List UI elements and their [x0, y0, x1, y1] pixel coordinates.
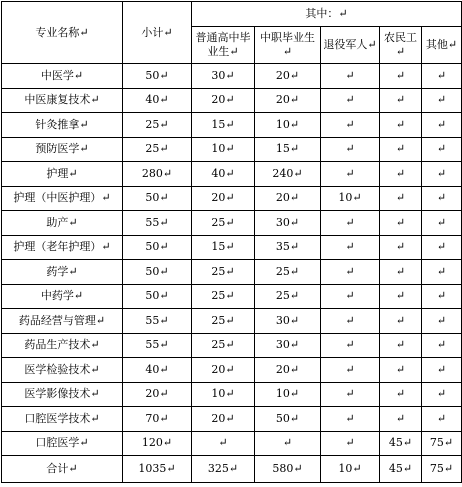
table-row [2, 137, 462, 162]
header-subtotal: 小计↵ [123, 2, 192, 64]
migrant-workers-cell: ↵ [380, 113, 422, 138]
high-school-cell: 20↵ [192, 358, 255, 383]
vocational-cell: 30↵ [255, 211, 321, 236]
vocational-cell: 20↵ [255, 88, 321, 113]
migrant-workers-cell: ↵ [380, 64, 422, 89]
vocational-cell: 20↵ [255, 358, 321, 383]
header-major-name: 专业名称↵ [2, 2, 123, 64]
migrant-workers-cell: ↵ [380, 162, 422, 187]
major-name-cell: 中医学↵ [2, 64, 123, 89]
migrant-workers-cell: ↵ [380, 358, 422, 383]
vocational-cell: 10↵ [255, 382, 321, 407]
enrollment-table [1, 1, 462, 483]
veterans-cell: ↵ [321, 260, 380, 285]
table-row [2, 186, 462, 211]
subtotal-cell: 280↵ [123, 162, 192, 187]
high-school-cell: 20↵ [192, 407, 255, 432]
table-row [2, 235, 462, 260]
total-migrant-workers: 45↵ [380, 456, 422, 483]
major-name-cell: 助产↵ [2, 211, 123, 236]
high-school-cell: 15↵ [192, 113, 255, 138]
high-school-cell: 15↵ [192, 235, 255, 260]
vocational-cell: 20↵ [255, 186, 321, 211]
migrant-workers-cell: ↵ [380, 235, 422, 260]
major-name-cell: 针灸推拿↵ [2, 113, 123, 138]
table-row [2, 211, 462, 236]
migrant-workers-cell: ↵ [380, 309, 422, 334]
subtotal-cell: 50↵ [123, 284, 192, 309]
vocational-cell: 15↵ [255, 137, 321, 162]
veterans-cell: ↵ [321, 333, 380, 358]
high-school-cell: ↵ [192, 431, 255, 456]
others-cell: 75↵ [422, 431, 462, 456]
major-name-cell: 药学↵ [2, 260, 123, 285]
total-high-school: 325↵ [192, 456, 255, 483]
others-cell: ↵ [422, 333, 462, 358]
vocational-cell: 50↵ [255, 407, 321, 432]
total-others: 75↵ [422, 456, 462, 483]
subtotal-cell: 120↵ [123, 431, 192, 456]
others-cell: ↵ [422, 309, 462, 334]
vocational-cell: 25↵ [255, 260, 321, 285]
high-school-cell: 20↵ [192, 88, 255, 113]
table-row [2, 333, 462, 358]
table-row [2, 382, 462, 407]
vocational-cell: 25↵ [255, 284, 321, 309]
high-school-cell: 25↵ [192, 284, 255, 309]
migrant-workers-cell: ↵ [380, 88, 422, 113]
migrant-workers-cell: ↵ [380, 260, 422, 285]
major-name-cell: 护理（老年护理）↵ [2, 235, 123, 260]
others-cell: ↵ [422, 64, 462, 89]
subtotal-cell: 20↵ [123, 382, 192, 407]
high-school-cell: 20↵ [192, 186, 255, 211]
migrant-workers-cell: ↵ [380, 333, 422, 358]
migrant-workers-cell: ↵ [380, 211, 422, 236]
vocational-cell: 35↵ [255, 235, 321, 260]
subtotal-cell: 40↵ [123, 358, 192, 383]
migrant-workers-cell: ↵ [380, 284, 422, 309]
subtotal-cell: 25↵ [123, 137, 192, 162]
table-row [2, 88, 462, 113]
major-name-cell: 预防医学↵ [2, 137, 123, 162]
header-row-1 [2, 2, 462, 27]
major-name-cell: 口腔医学↵ [2, 431, 123, 456]
others-cell: ↵ [422, 284, 462, 309]
vocational-cell: 20↵ [255, 64, 321, 89]
table-row [2, 309, 462, 334]
subtotal-cell: 50↵ [123, 260, 192, 285]
total-row [2, 456, 462, 483]
veterans-cell: ↵ [321, 382, 380, 407]
vocational-cell: ↵ [255, 431, 321, 456]
high-school-cell: 25↵ [192, 333, 255, 358]
migrant-workers-cell: ↵ [380, 137, 422, 162]
high-school-cell: 10↵ [192, 137, 255, 162]
total-vocational: 580↵ [255, 456, 321, 483]
others-cell: ↵ [422, 211, 462, 236]
veterans-cell: ↵ [321, 309, 380, 334]
major-name-cell: 中医康复技术↵ [2, 88, 123, 113]
migrant-workers-cell: 45↵ [380, 431, 422, 456]
table-row [2, 431, 462, 456]
vocational-cell: 240↵ [255, 162, 321, 187]
header-high-school-grads: 普通高中毕业生↵ [192, 27, 255, 64]
others-cell: ↵ [422, 186, 462, 211]
table-row [2, 162, 462, 187]
header-veterans: 退役军人↵ [321, 27, 380, 64]
vocational-cell: 30↵ [255, 333, 321, 358]
total-veterans: 10↵ [321, 456, 380, 483]
subtotal-cell: 70↵ [123, 407, 192, 432]
high-school-cell: 10↵ [192, 382, 255, 407]
veterans-cell: ↵ [321, 358, 380, 383]
subtotal-cell: 25↵ [123, 113, 192, 138]
subtotal-cell: 50↵ [123, 64, 192, 89]
veterans-cell: 10↵ [321, 186, 380, 211]
veterans-cell: ↵ [321, 431, 380, 456]
high-school-cell: 30↵ [192, 64, 255, 89]
others-cell: ↵ [422, 88, 462, 113]
subtotal-cell: 50↵ [123, 235, 192, 260]
migrant-workers-cell: ↵ [380, 382, 422, 407]
major-name-cell: 医学影像技术↵ [2, 382, 123, 407]
veterans-cell: ↵ [321, 407, 380, 432]
major-name-cell: 药品生产技术↵ [2, 333, 123, 358]
others-cell: ↵ [422, 407, 462, 432]
migrant-workers-cell: ↵ [380, 186, 422, 211]
veterans-cell: ↵ [321, 137, 380, 162]
subtotal-cell: 55↵ [123, 211, 192, 236]
subtotal-cell: 50↵ [123, 186, 192, 211]
table-row [2, 358, 462, 383]
veterans-cell: ↵ [321, 88, 380, 113]
major-name-cell: 护理↵ [2, 162, 123, 187]
subtotal-cell: 55↵ [123, 309, 192, 334]
table-row [2, 113, 462, 138]
veterans-cell: ↵ [321, 211, 380, 236]
high-school-cell: 25↵ [192, 211, 255, 236]
others-cell: ↵ [422, 162, 462, 187]
table-row [2, 407, 462, 432]
subtotal-cell: 40↵ [123, 88, 192, 113]
subtotal-cell: 55↵ [123, 333, 192, 358]
others-cell: ↵ [422, 113, 462, 138]
veterans-cell: ↵ [321, 64, 380, 89]
table-body [2, 64, 462, 456]
table-row [2, 260, 462, 285]
major-name-cell: 药品经营与管理↵ [2, 309, 123, 334]
high-school-cell: 40↵ [192, 162, 255, 187]
major-name-cell: 口腔医学技术↵ [2, 407, 123, 432]
veterans-cell: ↵ [321, 113, 380, 138]
header-vocational-grads: 中职毕业生↵ [255, 27, 321, 64]
others-cell: ↵ [422, 137, 462, 162]
others-cell: ↵ [422, 260, 462, 285]
table-row [2, 64, 462, 89]
major-name-cell: 护理（中医护理）↵ [2, 186, 123, 211]
migrant-workers-cell: ↵ [380, 407, 422, 432]
high-school-cell: 25↵ [192, 260, 255, 285]
table-row [2, 284, 462, 309]
major-name-cell: 医学检验技术↵ [2, 358, 123, 383]
header-migrant-workers: 农民工↵ [380, 27, 422, 64]
high-school-cell: 25↵ [192, 309, 255, 334]
veterans-cell: ↵ [321, 284, 380, 309]
header-others: 其他↵ [422, 27, 462, 64]
veterans-cell: ↵ [321, 235, 380, 260]
header-among: 其中：↵ [192, 2, 462, 27]
total-label: 合计↵ [2, 456, 123, 483]
vocational-cell: 10↵ [255, 113, 321, 138]
total-subtotal: 1035↵ [123, 456, 192, 483]
vocational-cell: 30↵ [255, 309, 321, 334]
major-name-cell: 中药学↵ [2, 284, 123, 309]
others-cell: ↵ [422, 235, 462, 260]
others-cell: ↵ [422, 358, 462, 383]
veterans-cell: ↵ [321, 162, 380, 187]
others-cell: ↵ [422, 382, 462, 407]
